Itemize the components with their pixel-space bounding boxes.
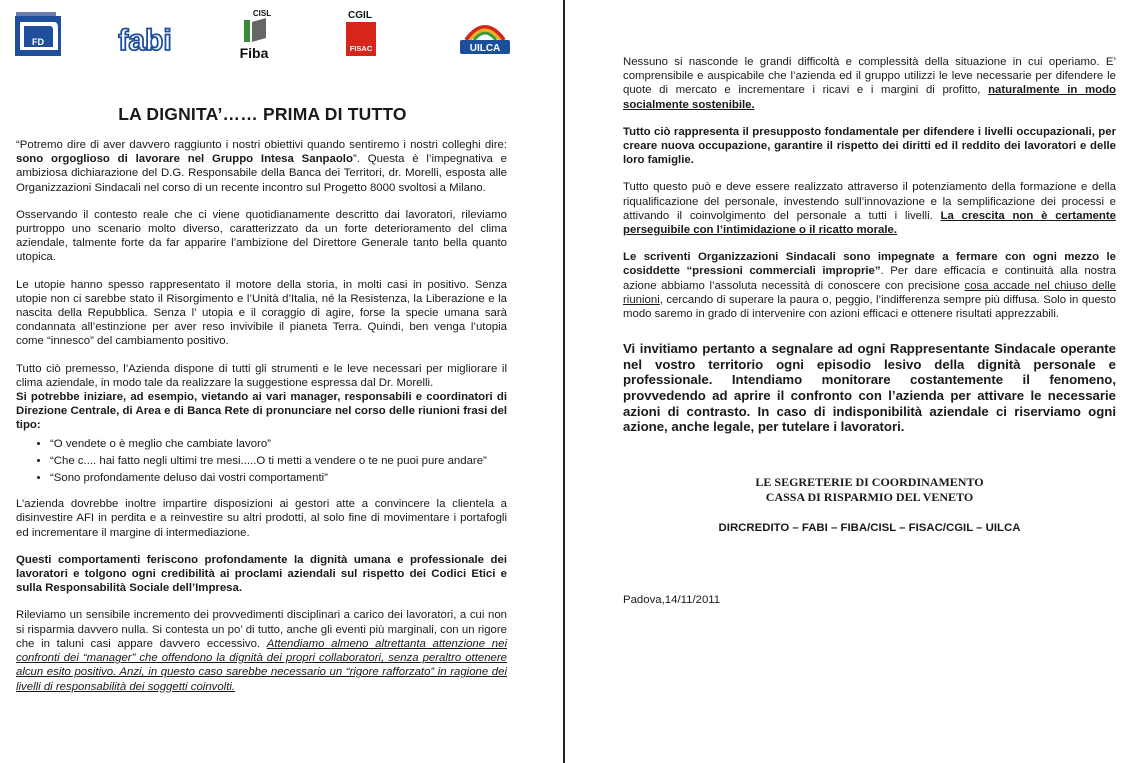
- commitment-underline: cosa accade nel chiuso delle riunioni: [623, 279, 1116, 306]
- fabi-logo: [114, 8, 176, 60]
- paragraph-invitation: Vi invitiamo pertanto a segnalare ad ogni Rappresentante Sindacale operante nel vostro territorio ogni episodio lesivo della dignità personale e professionale. Intendiamo monitorare costantemente il fenomeno, provvedendo ad aprire il confronto con l’azienda per attivare le necessarie azioni di contrasto. In caso di indisponibilità aziendale ci riserviamo ogni azione, anche legale, per tutelare i lavoratori.: [623, 341, 1116, 435]
- intro-text: “Potremo dire di aver davvero raggiunto i nostri obiettivi quando sentiremo i nostri colleghi dire:: [16, 139, 507, 151]
- intro-paragraph: [16, 138, 507, 195]
- disciplinary-emphasis: Attendiamo almeno altrettanta attenzione nei confronti dei “manager” che offendono la dignità dei propri collaboratori, senza peraltro ottenere alcun esito positivo. Anzi, in questo caso sarebbe necessario un “rigore rafforzato” in ragione dei livelli di responsabilità dei soggetti coinvolti.: [16, 637, 507, 693]
- intro-quote: sono orgoglioso di lavorare nel Gruppo Intesa Sanpaolo: [16, 153, 353, 166]
- page-title: LA DIGNITA’…… PRIMA DI TUTTO: [118, 104, 407, 124]
- paragraph-context: Osservando il contesto reale che ci viene quotidianamente descritto dai lavoratori, rileviamo purtroppo uno scenario molto diverso, caratterizzato da un forte deterioramento del clima aziendale, talmente forte da far apparire l’ambizione del Direttore Generale tanto bella quanto utopica.: [16, 208, 507, 264]
- svg-text:CISL: CISL: [252, 9, 272, 18]
- training-emphasis: La crescita non è certamente perseguibile con l’intimidazione o il ricatto morale.: [623, 209, 1116, 237]
- svg-text:CGIL: CGIL: [348, 10, 372, 21]
- paragraph-premise-occupation: Tutto ciò rappresenta il presupposto fondamentale per difendere i livelli occupazionali, per creare nuova occupazione, garantire il rispetto dei diritti ed il reddito dei lavoratori e delle loro famiglie.: [623, 125, 1116, 167]
- quotes-list: [16, 437, 507, 486]
- right-page: [566, 0, 1132, 763]
- fiba-cisl-logo: [232, 8, 282, 60]
- union-logos: [14, 8, 534, 60]
- right-column-text: [623, 55, 1116, 607]
- signature-line-1: LE SEGRETERIE DI COORDINAMENTO: [755, 474, 984, 489]
- union-list: DIRCREDITO – FABI – FIBA/CISL – FISAC/CGIL – UILCA: [718, 521, 1021, 534]
- list-item: • “O vendete o è meglio che cambiate lavoro”: [50, 437, 507, 451]
- paragraph-difficulties: [623, 55, 1116, 112]
- paragraph-commitment: [623, 250, 1116, 321]
- left-column-text: [16, 138, 507, 707]
- signature-line-2: CASSA DI RISPARMIO DEL VENETO: [765, 489, 974, 504]
- uilca-logo: [454, 8, 516, 60]
- paragraph-premise: Tutto ciò premesso, l’Azienda dispone di tutti gli strumenti e le leve necessari per migliorare il clima aziendale, in modo tale da realizzare la suggestione espressa dal Dr. Morelli.: [16, 362, 507, 389]
- svg-text:FISAC: FISAC: [349, 44, 373, 53]
- commitment-text-end: , cercando di superare la paura o, peggio, l’indifferenza sempre più diffusa. Solo in questo modo saremo in grado di intervenire con azioni efficaci e ottenere risultati apprezzabili.: [623, 293, 1116, 321]
- paragraph-proposal: Si potrebbe iniziare, ad esempio, vietando ai vari manager, responsabili e coordinatori di Direzione Centrale, di Area e di Banca Rete di pronunciare nel corso delle riunioni frasi del tipo:: [16, 391, 507, 432]
- list-item: • “Sono profondamente deluso dai vostri comportamenti”: [50, 471, 507, 485]
- svg-text:FD: FD: [32, 37, 44, 47]
- dircredito-logo: [14, 8, 62, 60]
- disciplinary-text: Rileviamo un sensibile incremento dei provvedimenti disciplinari a carico dei lavoratori, a cui non si risparmia davvero nulla. Si contesta un po’ di tutto, anche gli eventi più marginali, con un rigore che in taluni casi appare davvero eccessivo.: [16, 609, 507, 650]
- svg-text:UILCA: UILCA: [469, 43, 501, 54]
- document-date: Padova,14/11/2011: [623, 594, 721, 607]
- left-page: [0, 0, 562, 763]
- paragraph-afi: L’azienda dovrebbe inoltre impartire disposizioni ai gestori atte a convincere la clientela a disinvestire AFI in perdita e a reinvestire su altri prodotti, al solo fine di movimentare i portafogli ed incrementare il margine di intermediazione.: [16, 498, 507, 539]
- svg-text:fabi: fabi: [118, 24, 172, 57]
- signature-block: [623, 475, 1116, 505]
- commitment-bold: Le scriventi Organizzazioni Sindacali sono impegnate a fermare con ogni mezzo le cosiddette “pressioni commerciali improprie”: [623, 251, 1116, 278]
- training-text: Tutto questo può e deve essere realizzato attraverso il potenziamento della formazione e della riqualificazione del personale, investendo sull’innovazione e la semplificazione dei processi e attivando il coinvolgimento del personale a tutti i livelli.: [623, 181, 1116, 222]
- intro-text-end: ”. Questa è l’impegnativa e ambiziosa dichiarazione del D.G. Responsabile della Banca dei Territori, dr. Morelli, esposta alle Organizzazioni Sindacali nel corso di un recente incontro sul Progetto 8000 svoltosi a Milano.: [16, 153, 508, 194]
- fisac-cgil-logo: [342, 8, 382, 60]
- commitment-text: . Per dare efficacia e continuità alla nostra azione abbiamo l’assoluta necessità di conoscere con precisione: [623, 265, 1116, 292]
- difficulties-text: Nessuno si nasconde le grandi difficoltà e complessità della situazione in cui operiamo. E’ comprensibile e auspicabile che l’azienda ed il gruppo utilizzi le leve necessarie per difendere le quote di mercato e incrementare i ricavi e i margini di profitto,: [623, 56, 1116, 97]
- list-item: • “Che c.... hai fatto negli ultimi tre mesi.....O ti metti a vendere o te ne puoi pure andare”: [50, 454, 507, 468]
- difficulties-emphasis: naturalmente in modo socialmente sostenibile.: [623, 84, 1116, 111]
- paragraph-dignity: Questi comportamenti feriscono profondamente la dignità umana e professionale dei lavoratori e tolgono ogni credibilità ai proclami aziendali sul rispetto dei Codici Etici e sulla Responsabilità Sociale dell’Impresa.: [16, 553, 507, 595]
- svg-text:Fiba: Fiba: [239, 45, 269, 60]
- page-divider: [563, 0, 565, 763]
- paragraph-utopia: Le utopie hanno spesso rappresentato il motore della storia, in molti casi in positivo. Senza utopie non ci sarebbe stato il Risorgimento e l’Unità d’Italia, né la Resistenza, la Liberazione e la nascita della Repubblica. Senza l’ utopia e il coraggio di agire, forse la specie umana sarà condannata all’estinzione per aver reso invivibile il pianeta Terra. Quindi, ben venga l’utopia come “innesco” del cambiamento positivo.: [16, 278, 507, 348]
- paragraph-disciplinary: [16, 608, 507, 693]
- paragraph-training: [623, 180, 1116, 237]
